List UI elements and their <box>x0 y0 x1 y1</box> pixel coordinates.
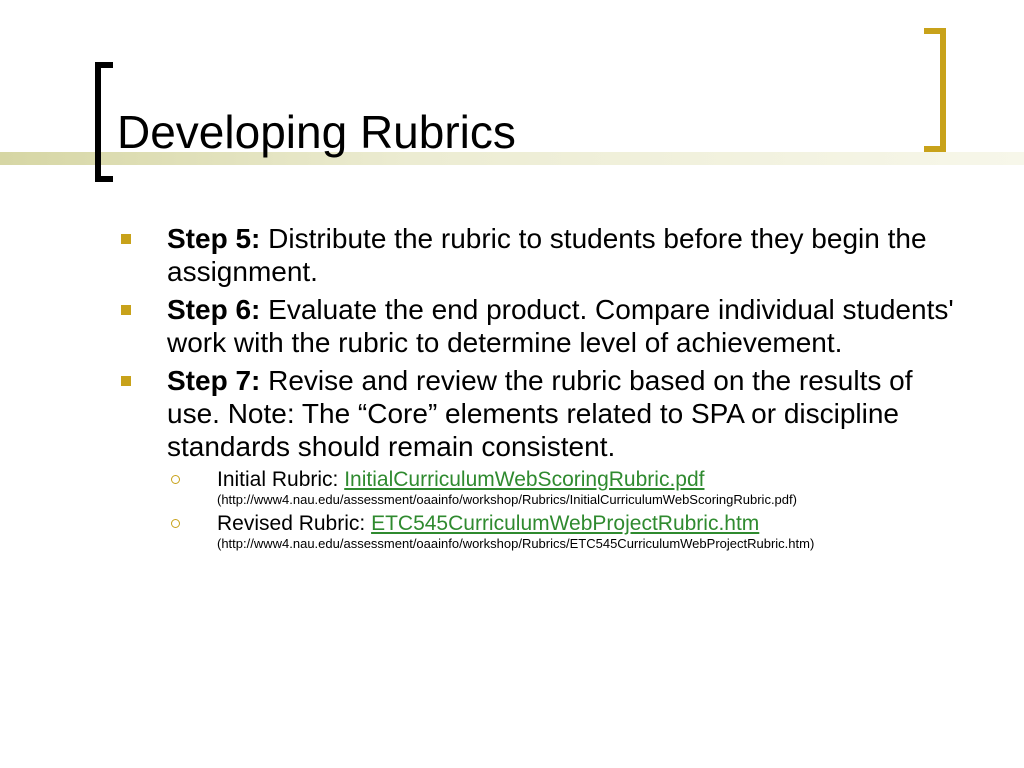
square-bullet-icon <box>121 376 131 386</box>
sub-item-revised-rubric <box>117 512 957 551</box>
circle-bullet-icon <box>171 475 180 484</box>
bullet-step-5 <box>117 222 957 288</box>
step-text: Evaluate the end product. Compare individual students' work with the rubric to determine level of achievement. <box>167 294 954 358</box>
step-text: Revise and review the rubric based on the results of use. Note: The “Core” elements related to SPA or discipline standards should remain consistent. <box>167 365 913 462</box>
revised-rubric-link[interactable]: ETC545CurriculumWebProjectRubric.htm <box>371 512 760 535</box>
slide-title: Developing Rubrics <box>117 106 516 158</box>
square-bullet-icon <box>121 234 131 244</box>
initial-rubric-url: (http://www4.nau.edu/assessment/oaainfo/workshop/Rubrics/InitialCurriculumWebScoringRubric.pdf) <box>217 492 797 507</box>
bullet-step-7 <box>117 364 957 463</box>
slide-body <box>117 222 957 556</box>
step-label: Step 6: <box>167 294 261 325</box>
sub-item-initial-rubric <box>117 468 957 507</box>
revised-rubric-url: (http://www4.nau.edu/assessment/oaainfo/workshop/Rubrics/ETC545CurriculumWebProjectRubric.htm) <box>217 536 815 551</box>
left-bracket-decoration <box>95 62 113 182</box>
sub-item-prefix: Initial Rubric: <box>217 468 345 491</box>
square-bullet-icon <box>121 305 131 315</box>
bullet-step-6 <box>117 293 957 359</box>
sub-item-prefix: Revised Rubric: <box>217 512 372 535</box>
step-text: Distribute the rubric to students before they begin the assignment. <box>167 223 927 287</box>
step-label: Step 5: <box>167 223 261 254</box>
circle-bullet-icon <box>171 519 180 528</box>
right-bracket-decoration <box>924 28 946 152</box>
initial-rubric-link[interactable]: InitialCurriculumWebScoringRubric.pdf <box>344 468 705 491</box>
step-label: Step 7: <box>167 365 261 396</box>
